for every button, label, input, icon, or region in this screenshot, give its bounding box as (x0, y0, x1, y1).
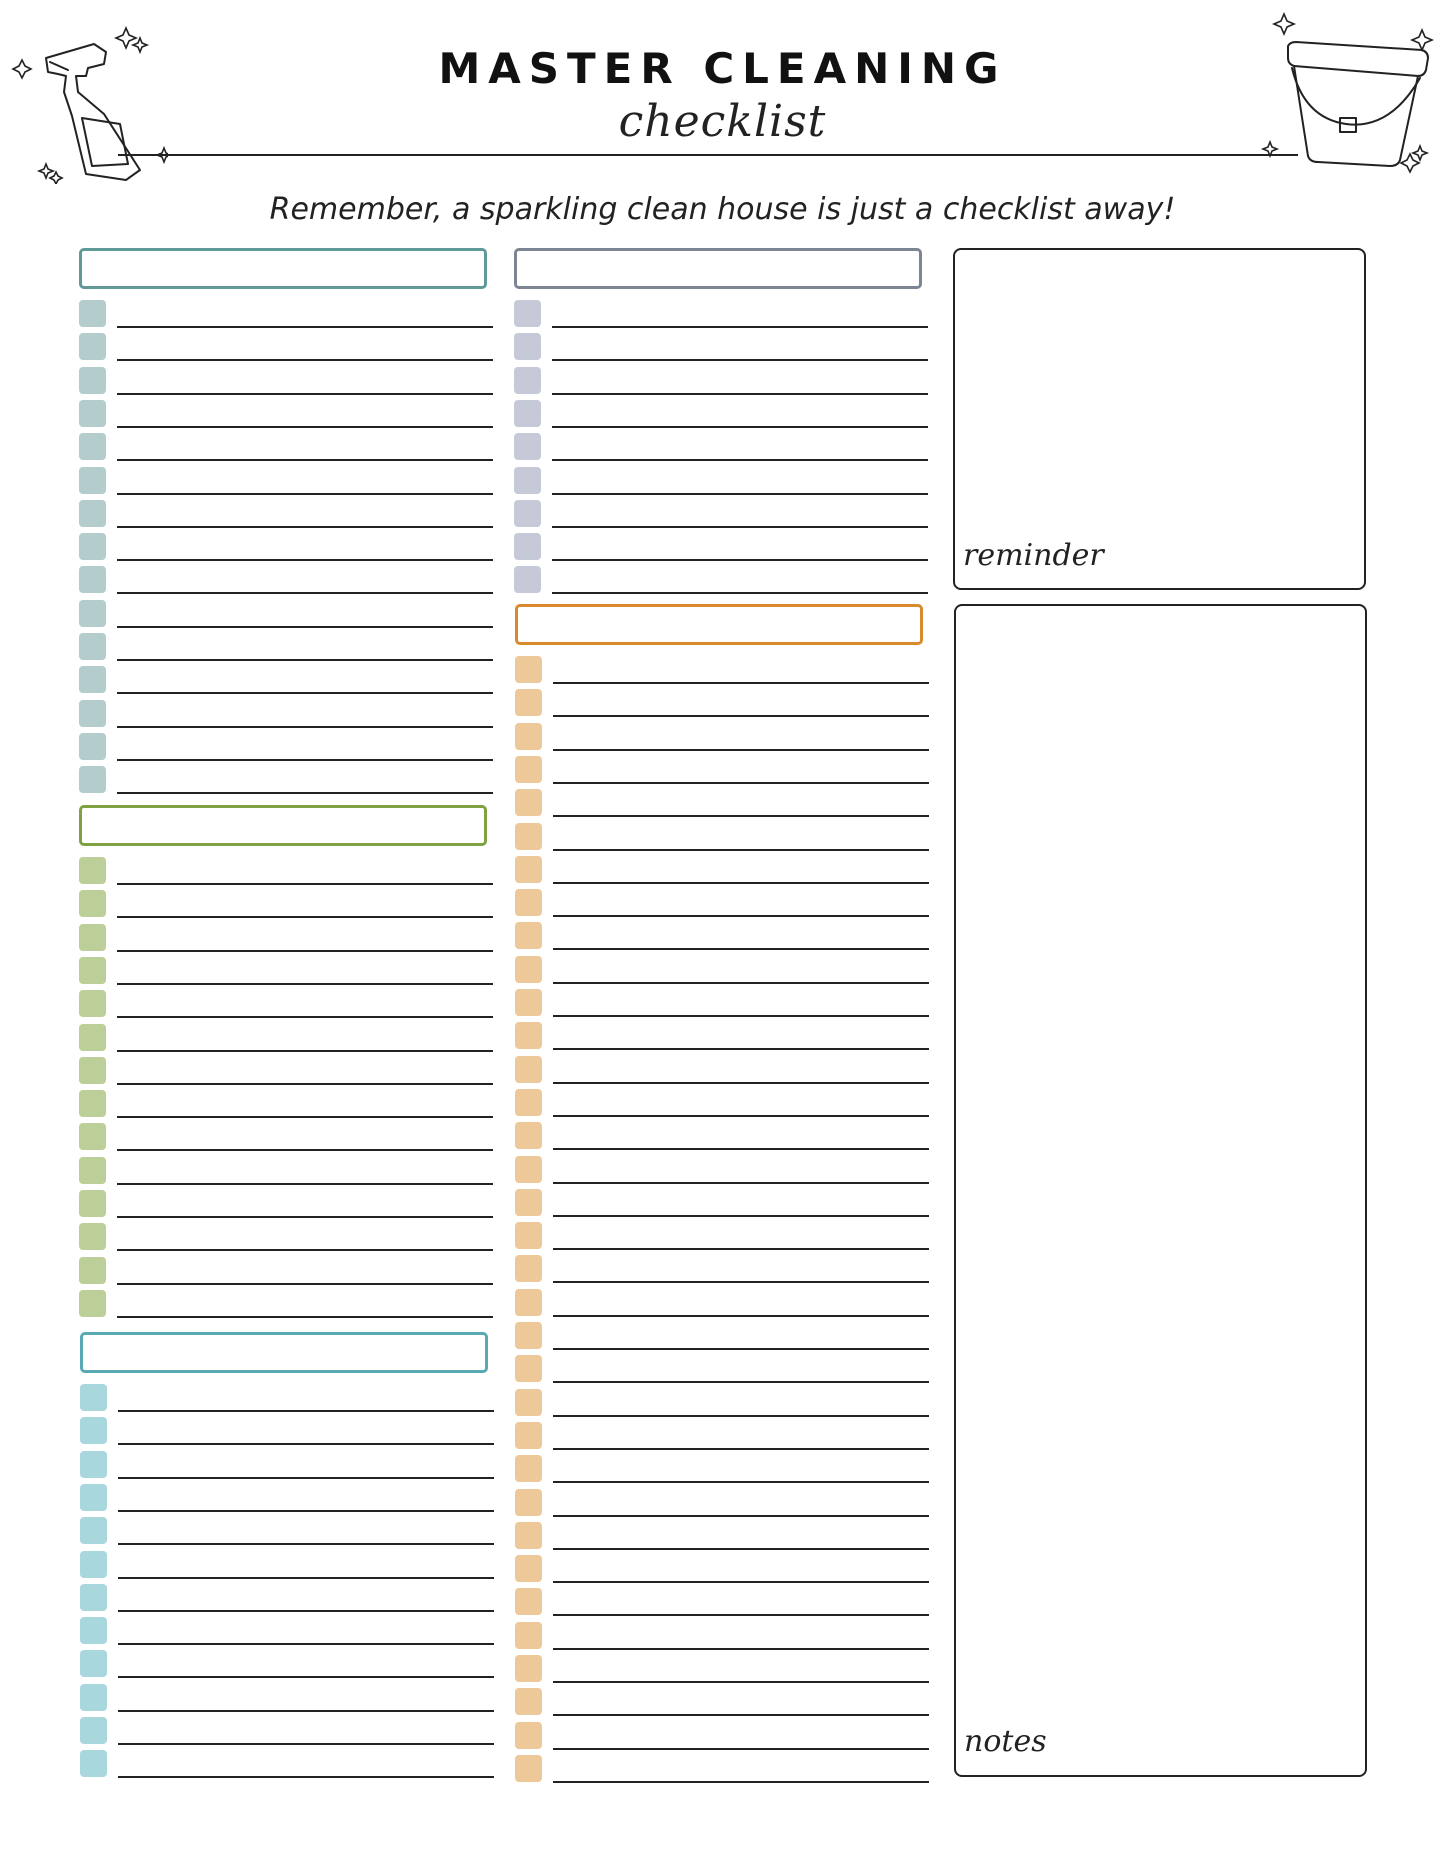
checkbox[interactable] (514, 400, 541, 427)
write-in-line[interactable] (552, 393, 928, 395)
write-in-line[interactable] (117, 1083, 493, 1085)
checkbox[interactable] (514, 300, 541, 327)
checkbox[interactable] (79, 433, 106, 460)
checkbox[interactable] (515, 1722, 542, 1749)
checklist-row (515, 1122, 929, 1150)
checkbox[interactable] (515, 1089, 542, 1116)
write-in-line[interactable] (553, 1381, 929, 1383)
write-in-line[interactable] (553, 749, 929, 751)
checkbox[interactable] (79, 300, 106, 327)
write-in-line[interactable] (117, 916, 493, 918)
write-in-line[interactable] (553, 1714, 929, 1716)
write-in-line[interactable] (117, 459, 493, 461)
write-in-line[interactable] (553, 1581, 929, 1583)
write-in-line[interactable] (117, 792, 493, 794)
write-in-line[interactable] (553, 815, 929, 817)
checkbox[interactable] (79, 857, 106, 884)
checklist-row (514, 400, 928, 428)
checklist-row (79, 566, 493, 594)
write-in-line[interactable] (553, 1315, 929, 1317)
write-in-line[interactable] (553, 1248, 929, 1250)
write-in-line[interactable] (117, 983, 493, 985)
checkbox[interactable] (514, 500, 541, 527)
checklist-row (79, 1123, 493, 1151)
checklist-row (79, 533, 493, 561)
write-in-line[interactable] (117, 359, 493, 361)
checklist-row (515, 1156, 929, 1184)
checklist-row (79, 600, 493, 628)
checklist-row (514, 367, 928, 395)
checklist-row (514, 467, 928, 495)
checklist-row (515, 989, 929, 1017)
write-in-line[interactable] (117, 493, 493, 495)
checkbox[interactable] (515, 1222, 542, 1249)
checklist-row (80, 1517, 494, 1545)
checklist-row (79, 1157, 493, 1185)
write-in-line[interactable] (553, 1082, 929, 1084)
checkbox[interactable] (79, 766, 106, 793)
write-in-line[interactable] (117, 626, 493, 628)
write-in-line[interactable] (117, 426, 493, 428)
checkbox[interactable] (515, 1622, 542, 1649)
write-in-line[interactable] (118, 1410, 494, 1412)
write-in-line[interactable] (553, 1548, 929, 1550)
checklist-row (514, 300, 928, 328)
checklist-row (79, 1190, 493, 1218)
reminder-panel[interactable] (953, 248, 1366, 590)
checkbox[interactable] (515, 989, 542, 1016)
write-in-line[interactable] (117, 592, 493, 594)
checklist-row (79, 924, 493, 952)
checkbox[interactable] (515, 1156, 542, 1183)
write-in-line[interactable] (117, 1316, 493, 1318)
page-title: MASTER CLEANING (438, 44, 1007, 93)
checklist-row (80, 1717, 494, 1745)
checkbox[interactable] (79, 400, 106, 427)
write-in-line[interactable] (118, 1577, 494, 1579)
checkbox[interactable] (514, 367, 541, 394)
write-in-line[interactable] (117, 759, 493, 761)
write-in-line[interactable] (553, 1048, 929, 1050)
checklist-row (79, 700, 493, 728)
write-in-line[interactable] (553, 1781, 929, 1783)
checklist-row (515, 1289, 929, 1317)
checkbox[interactable] (79, 566, 106, 593)
checkbox[interactable] (79, 733, 106, 760)
checkbox[interactable] (515, 1455, 542, 1482)
checklist-row (79, 957, 493, 985)
checkbox[interactable] (515, 1688, 542, 1715)
section-teal-grey (79, 248, 493, 800)
checkbox[interactable] (515, 1022, 542, 1049)
checklist-row (515, 1622, 929, 1650)
checklist-row (515, 1555, 929, 1583)
write-in-line[interactable] (117, 726, 493, 728)
checklist-row (79, 857, 493, 885)
sparkle-icon (1263, 14, 1432, 172)
section-heading-box[interactable] (80, 1332, 488, 1373)
checklist-row (79, 666, 493, 694)
checkbox[interactable] (514, 566, 541, 593)
checklist-row (515, 823, 929, 851)
checkbox[interactable] (515, 1389, 542, 1416)
write-in-line[interactable] (118, 1743, 494, 1745)
section-green (79, 805, 493, 1323)
checklist-row (79, 467, 493, 495)
checklist-row (80, 1417, 494, 1445)
checkbox[interactable] (79, 700, 106, 727)
checkbox[interactable] (515, 1755, 542, 1782)
checkbox[interactable] (79, 1290, 106, 1317)
header-divider (118, 154, 1298, 156)
write-in-line[interactable] (553, 1415, 929, 1417)
checklist-row (515, 1655, 929, 1683)
checklist-row (515, 1022, 929, 1050)
checklist-row (515, 922, 929, 950)
section-heading-box[interactable] (515, 604, 923, 645)
write-in-line[interactable] (118, 1510, 494, 1512)
checkbox[interactable] (514, 533, 541, 560)
checkbox[interactable] (79, 924, 106, 951)
checkbox[interactable] (79, 333, 106, 360)
checklist-row (79, 1290, 493, 1318)
write-in-line[interactable] (552, 493, 928, 495)
checkbox[interactable] (79, 1223, 106, 1250)
write-in-line[interactable] (552, 526, 928, 528)
checkbox[interactable] (80, 1417, 107, 1444)
checkbox[interactable] (515, 1189, 542, 1216)
checklist-row (515, 1056, 929, 1084)
checkbox[interactable] (79, 957, 106, 984)
checklist-row (515, 856, 929, 884)
checklist-row (515, 956, 929, 984)
checklist-row (80, 1384, 494, 1412)
write-in-line[interactable] (553, 1748, 929, 1750)
write-in-line[interactable] (553, 948, 929, 950)
checkbox[interactable] (80, 1617, 107, 1644)
write-in-line[interactable] (552, 559, 928, 561)
section-light-blue (80, 1332, 494, 1784)
write-in-line[interactable] (117, 1183, 493, 1185)
checkbox[interactable] (80, 1551, 107, 1578)
checklist-row (515, 656, 929, 684)
checkbox[interactable] (515, 789, 542, 816)
write-in-line[interactable] (117, 659, 493, 661)
write-in-line[interactable] (552, 426, 928, 428)
write-in-line[interactable] (117, 1016, 493, 1018)
checkbox[interactable] (515, 1289, 542, 1316)
checkbox[interactable] (80, 1484, 107, 1511)
checkbox[interactable] (515, 889, 542, 916)
checkbox[interactable] (515, 1255, 542, 1282)
checkbox[interactable] (79, 1024, 106, 1051)
checklist-row (515, 1355, 929, 1383)
checklist-row (514, 533, 928, 561)
write-in-line[interactable] (117, 1283, 493, 1285)
checkbox[interactable] (79, 666, 106, 693)
checklist-row (515, 1422, 929, 1450)
checkbox[interactable] (80, 1451, 107, 1478)
checklist-row (515, 1389, 929, 1417)
write-in-line[interactable] (553, 915, 929, 917)
checkbox[interactable] (515, 956, 542, 983)
checkbox[interactable] (79, 600, 106, 627)
checkbox[interactable] (514, 433, 541, 460)
write-in-line[interactable] (117, 559, 493, 561)
checkbox[interactable] (80, 1684, 107, 1711)
write-in-line[interactable] (117, 1149, 493, 1151)
write-in-line[interactable] (117, 1249, 493, 1251)
write-in-line[interactable] (117, 326, 493, 328)
write-in-line[interactable] (553, 1681, 929, 1683)
write-in-line[interactable] (553, 1182, 929, 1184)
checkbox[interactable] (515, 689, 542, 716)
checklist-row (514, 566, 928, 594)
checkbox[interactable] (79, 467, 106, 494)
checkbox[interactable] (79, 500, 106, 527)
write-in-line[interactable] (118, 1543, 494, 1545)
checkbox[interactable] (515, 922, 542, 949)
write-in-line[interactable] (117, 1116, 493, 1118)
checkbox[interactable] (79, 533, 106, 560)
write-in-line[interactable] (553, 715, 929, 717)
checkbox[interactable] (515, 1588, 542, 1615)
checklist-row (79, 1024, 493, 1052)
write-in-line[interactable] (553, 1281, 929, 1283)
section-heading-box[interactable] (514, 248, 922, 289)
checklist-row (79, 1257, 493, 1285)
tagline: Remember, a sparkling clean house is just a checklist away! (269, 192, 1176, 227)
write-in-line[interactable] (117, 1050, 493, 1052)
checklist-row (80, 1750, 494, 1778)
write-in-line[interactable] (553, 1115, 929, 1117)
write-in-line[interactable] (552, 459, 928, 461)
checkbox[interactable] (79, 1123, 106, 1150)
checkbox[interactable] (515, 1122, 542, 1149)
checkbox[interactable] (79, 1190, 106, 1217)
write-in-line[interactable] (553, 1515, 929, 1517)
checkbox[interactable] (515, 1056, 542, 1083)
write-in-line[interactable] (117, 692, 493, 694)
write-in-line[interactable] (118, 1643, 494, 1645)
checkbox[interactable] (79, 890, 106, 917)
checklist-row (515, 1755, 929, 1783)
checkbox[interactable] (515, 656, 542, 683)
write-in-line[interactable] (553, 849, 929, 851)
checkbox[interactable] (515, 723, 542, 750)
checklist-row (515, 689, 929, 717)
checklist-row (515, 1722, 929, 1750)
write-in-line[interactable] (553, 1448, 929, 1450)
write-in-line[interactable] (118, 1710, 494, 1712)
section-slate (514, 248, 928, 600)
write-in-line[interactable] (117, 1216, 493, 1218)
checkbox[interactable] (515, 1522, 542, 1549)
checkbox[interactable] (515, 1489, 542, 1516)
write-in-line[interactable] (553, 1481, 929, 1483)
checkbox[interactable] (79, 990, 106, 1017)
write-in-line[interactable] (553, 1148, 929, 1150)
checkbox[interactable] (80, 1750, 107, 1777)
checklist-row (515, 1255, 929, 1283)
write-in-line[interactable] (553, 1614, 929, 1616)
checklist-row (515, 1189, 929, 1217)
write-in-line[interactable] (117, 883, 493, 885)
notes-panel[interactable] (954, 604, 1367, 1777)
checklist-row (79, 1223, 493, 1251)
checkbox[interactable] (515, 756, 542, 783)
checklist-row (79, 333, 493, 361)
checkbox[interactable] (80, 1650, 107, 1677)
checkbox[interactable] (79, 1257, 106, 1284)
checklist-row (514, 500, 928, 528)
write-in-line[interactable] (553, 782, 929, 784)
checkbox[interactable] (80, 1584, 107, 1611)
write-in-line[interactable] (118, 1477, 494, 1479)
checklist-row (515, 1322, 929, 1350)
checkbox[interactable] (515, 1322, 542, 1349)
checkbox[interactable] (514, 467, 541, 494)
write-in-line[interactable] (117, 950, 493, 952)
checklist-row (79, 367, 493, 395)
checklist-row (80, 1617, 494, 1645)
notes-label: notes (964, 1724, 1047, 1759)
checkbox[interactable] (80, 1384, 107, 1411)
spray-bottle-icon (8, 14, 168, 184)
write-in-line[interactable] (553, 1215, 929, 1217)
write-in-line[interactable] (117, 393, 493, 395)
write-in-line[interactable] (553, 1648, 929, 1650)
checklist-row (80, 1584, 494, 1612)
checkbox[interactable] (79, 1157, 106, 1184)
checklist-row (79, 400, 493, 428)
write-in-line[interactable] (552, 326, 928, 328)
checklist-row (515, 789, 929, 817)
checklist-row (515, 1588, 929, 1616)
checklist-row (79, 1057, 493, 1085)
checkbox[interactable] (515, 856, 542, 883)
write-in-line[interactable] (118, 1776, 494, 1778)
section-heading-box[interactable] (79, 248, 487, 289)
checklist-row (515, 723, 929, 751)
checkbox[interactable] (79, 1057, 106, 1084)
checklist-row (80, 1484, 494, 1512)
checklist-row (514, 333, 928, 361)
checkbox[interactable] (515, 1422, 542, 1449)
write-in-line[interactable] (553, 1015, 929, 1017)
checklist-row (515, 1489, 929, 1517)
checkbox[interactable] (80, 1717, 107, 1744)
write-in-line[interactable] (117, 526, 493, 528)
checkbox[interactable] (515, 1655, 542, 1682)
write-in-line[interactable] (118, 1443, 494, 1445)
checklist-row (80, 1684, 494, 1712)
checkbox[interactable] (515, 1355, 542, 1382)
checklist-row (515, 1455, 929, 1483)
checkbox[interactable] (515, 1555, 542, 1582)
checklist-row (515, 1688, 929, 1716)
checklist-row (79, 433, 493, 461)
checklist-row (80, 1650, 494, 1678)
checkbox[interactable] (514, 333, 541, 360)
checkbox[interactable] (79, 1090, 106, 1117)
checklist-row (79, 766, 493, 794)
page-subtitle: checklist (618, 96, 827, 147)
checkbox[interactable] (80, 1517, 107, 1544)
checklist-row (79, 990, 493, 1018)
checklist-row (79, 633, 493, 661)
write-in-line[interactable] (553, 682, 929, 684)
write-in-line[interactable] (552, 359, 928, 361)
checklist-row (515, 1089, 929, 1117)
checkbox[interactable] (79, 367, 106, 394)
section-orange (515, 604, 929, 1788)
checkbox[interactable] (515, 823, 542, 850)
checklist-row (79, 733, 493, 761)
checklist-row (80, 1451, 494, 1479)
checklist-row (79, 500, 493, 528)
checklist-row (515, 1222, 929, 1250)
checklist-row (79, 1090, 493, 1118)
checklist-row (79, 300, 493, 328)
write-in-line[interactable] (552, 592, 928, 594)
checklist-row (80, 1551, 494, 1579)
checklist-row (515, 756, 929, 784)
bucket-icon (1260, 6, 1440, 186)
checklist-row (79, 890, 493, 918)
checklist-row (515, 1522, 929, 1550)
write-in-line[interactable] (553, 1348, 929, 1350)
reminder-label: reminder (963, 538, 1104, 573)
write-in-line[interactable] (553, 882, 929, 884)
checklist-row (514, 433, 928, 461)
write-in-line[interactable] (118, 1676, 494, 1678)
section-heading-box[interactable] (79, 805, 487, 846)
write-in-line[interactable] (118, 1610, 494, 1612)
checklist-row (515, 889, 929, 917)
checkbox[interactable] (79, 633, 106, 660)
write-in-line[interactable] (553, 982, 929, 984)
